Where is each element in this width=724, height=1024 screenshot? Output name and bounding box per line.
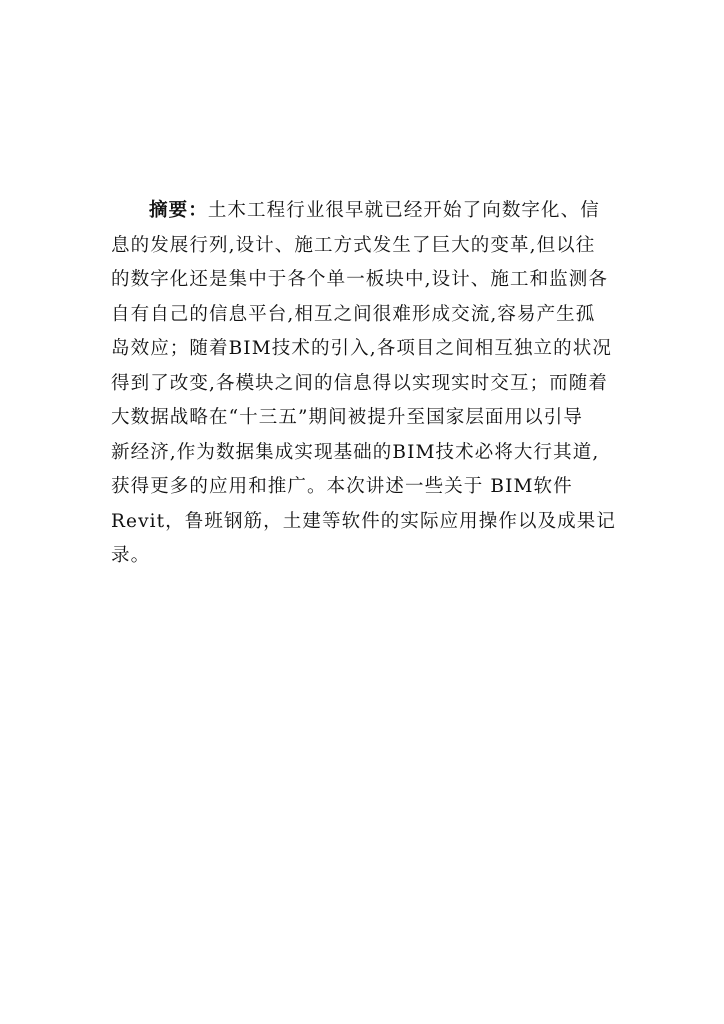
abstract-line-10: Revit，鲁班钢筋，土建等软件的实际应用操作以及成果记	[111, 510, 616, 532]
abstract-paragraph	[111, 194, 616, 574]
abstract-line-8: 新经济,作为数据集成实现基础的BIM技术必将大行其道,	[111, 441, 600, 463]
abstract-line-4: 自有自己的信息平台,相互之间很难形成交流,容易产生孤	[111, 303, 596, 325]
abstract-line-9: 获得更多的应用和推广。本次讲述一些关于 BIM软件	[111, 476, 573, 497]
abstract-line-1-text: 土木工程行业很早就已经开始了向数字化、信	[207, 200, 600, 221]
abstract-label: 摘要：	[149, 200, 208, 221]
abstract-line-11: 录。	[111, 545, 151, 566]
abstract-line-7: 大数据战略在“十三五”期间被提升至国家层面用以引导	[111, 407, 583, 428]
abstract-line-2: 息的发展行列,设计、施工方式发生了巨大的变革,但以往	[111, 234, 596, 256]
abstract-line-6: 得到了改变,各模块之间的信息得以实现实时交互；而随着	[111, 372, 608, 394]
abstract-line-3: 的数字化还是集中于各个单一板块中,设计、施工和监测各	[111, 269, 608, 290]
abstract-line-5: 岛效应；随着BIM技术的引入,各项目之间相互独立的状况	[111, 338, 612, 359]
abstract-line-1	[111, 194, 611, 229]
